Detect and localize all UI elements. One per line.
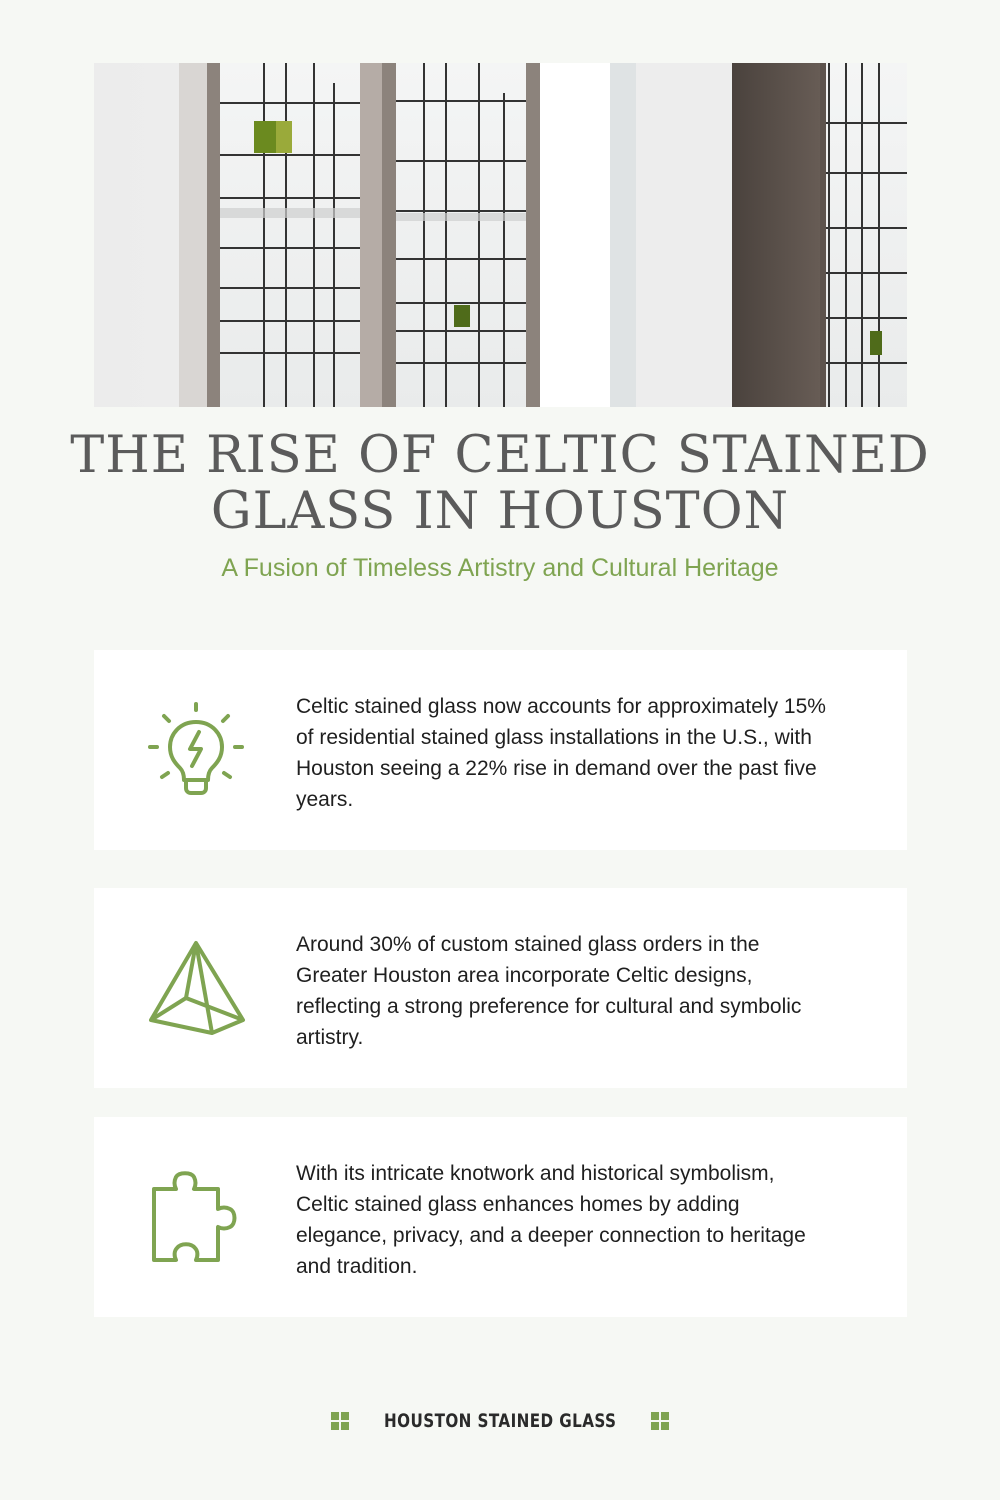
logo-squares-icon xyxy=(331,1412,349,1430)
stat-text-1: Celtic stained glass now accounts for approximately 15% of residential stained glass installations in the U.S., with Houston seeing a 22% rise in demand over the past five years. xyxy=(296,695,826,811)
logo-squares-icon xyxy=(651,1412,669,1430)
page-title: THE RISE OF CELTIC STAINED GLASS IN HOUSTON xyxy=(70,426,930,541)
stat-text-2: Around 30% of custom stained glass orders in the Greater Houston area incorporate Celtic designs, reflecting a strong preference for cultural and symbolic artistry. xyxy=(296,933,802,1049)
page-subtitle: A Fusion of Timeless Artistry and Cultural Heritage xyxy=(221,554,779,582)
stat-card-2 xyxy=(94,888,907,1088)
brand-logo xyxy=(0,1406,1000,1436)
pyramid-icon xyxy=(146,938,246,1038)
hero-photo xyxy=(94,63,907,407)
stat-card-1 xyxy=(94,650,907,850)
stat-card-3 xyxy=(94,1117,907,1317)
stat-text-3: With its intricate knotwork and historical symbolism, Celtic stained glass enhances homes by adding elegance, privacy, and a deeper connection to heritage and tradition. xyxy=(296,1162,806,1278)
lightbulb-icon xyxy=(146,700,246,800)
puzzle-icon xyxy=(146,1167,246,1267)
brand-name: HOUSTON STAINED GLASS xyxy=(383,1410,617,1432)
